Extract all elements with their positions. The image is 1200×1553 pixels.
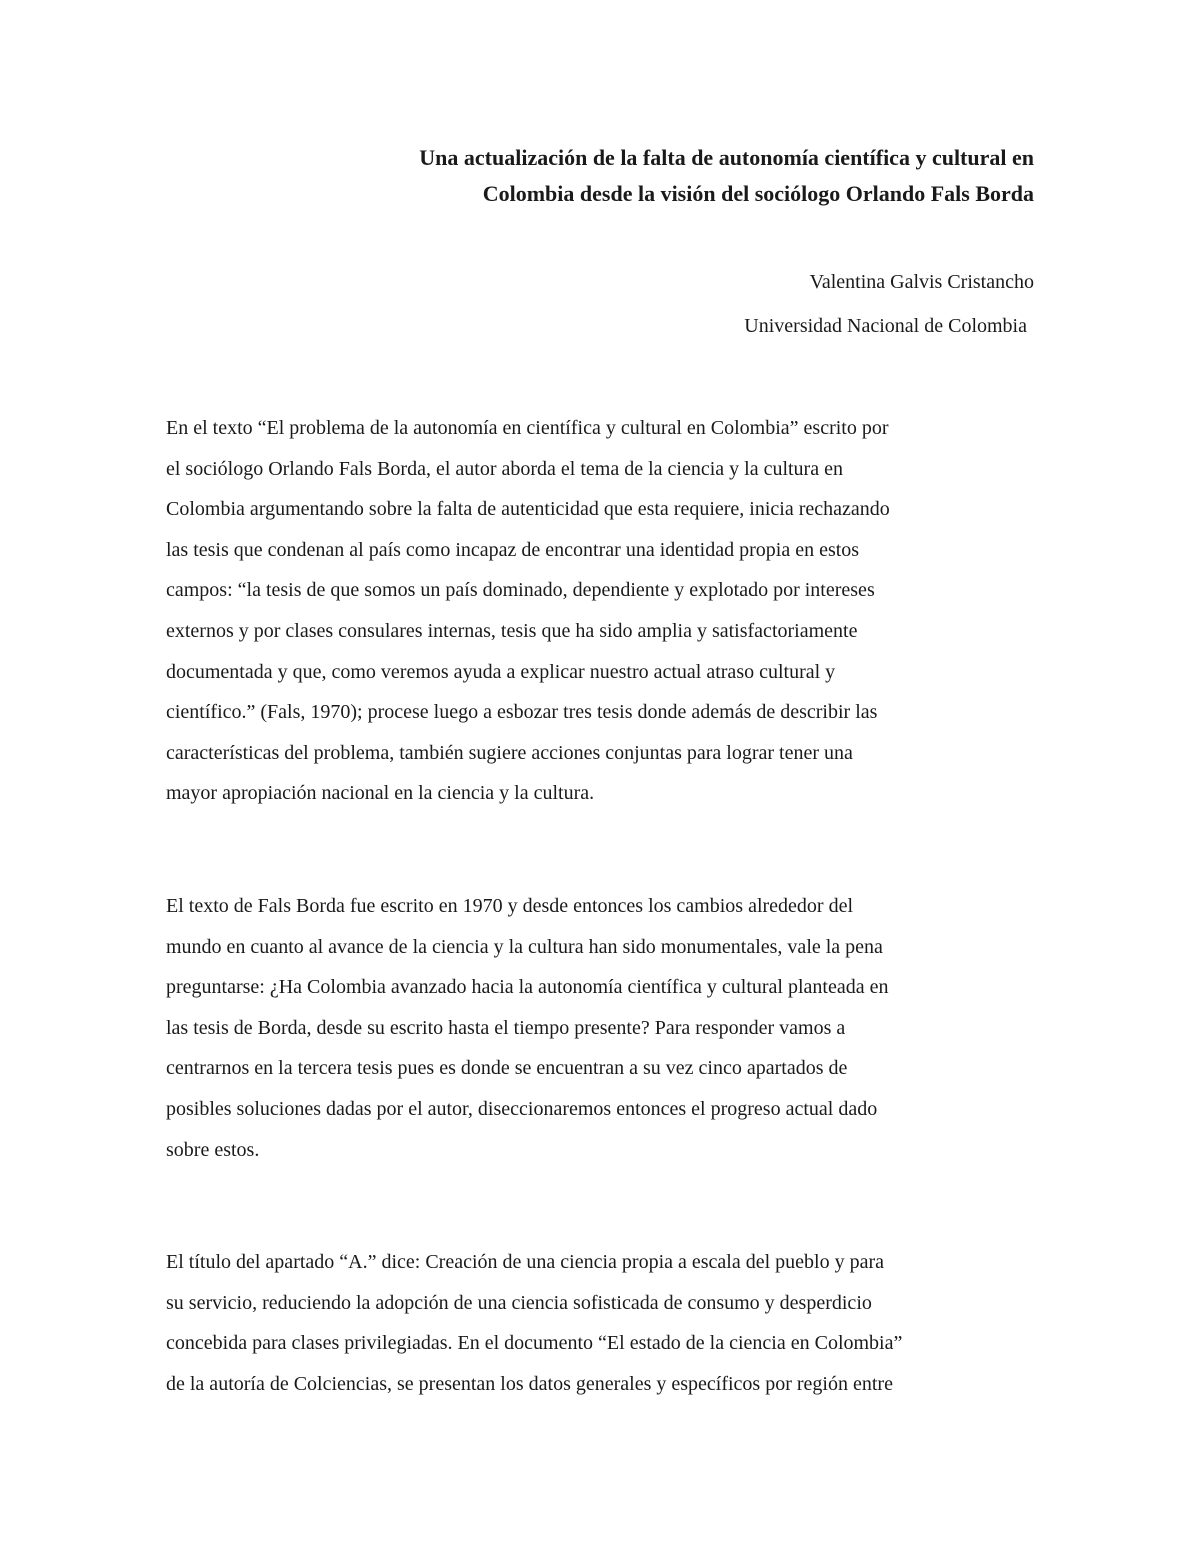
document-title (150, 140, 1034, 212)
paragraph-line: concebida para clases privilegiadas. En el documento “El estado de la ciencia en Colombia” (166, 1332, 903, 1355)
paragraph-line: científico.” (Fals, 1970); procese luego a esbozar tres tesis donde además de describir las (166, 701, 878, 724)
paragraph-line: documentada y que, como veremos ayuda a explicar nuestro actual atraso cultural y (166, 660, 836, 683)
paragraph-3 (166, 1242, 1036, 1404)
paragraph-line: campos: “la tesis de que somos un país dominado, dependiente y explotado por intereses (166, 579, 875, 602)
paragraph-line: Colombia argumentando sobre la falta de autenticidad que esta requiere, inicia rechazando (166, 498, 890, 521)
paragraph-line: su servicio, reduciendo la adopción de una ciencia sofisticada de consumo y desperdicio (166, 1291, 872, 1314)
paragraph-line: externos y por clases consulares internas, tesis que ha sido amplia y satisfactoriamente (166, 619, 858, 642)
paragraph-line: características del problema, también sugiere acciones conjuntas para lograr tener una (166, 741, 853, 764)
title-line: Una actualización de la falta de autonomía científica y cultural en (419, 145, 1034, 170)
paragraph-line: preguntarse: ¿Ha Colombia avanzado hacia la autonomía científica y cultural planteada en (166, 976, 889, 999)
paragraph-line: El título del apartado “A.” dice: Creación de una ciencia propia a escala del pueblo y para (166, 1251, 885, 1273)
author-name: Valentina Galvis Cristancho (809, 271, 1034, 293)
paragraph-1 (166, 408, 1036, 814)
paragraph-2 (166, 886, 1036, 1170)
paragraph-line: El texto de Fals Borda fue escrito en 1970 y desde entonces los cambios alrededor del (166, 895, 854, 917)
paragraph-line: centrarnos en la tercera tesis pues es donde se encuentran a su vez cinco apartados de (166, 1057, 848, 1080)
paragraph-line: las tesis de Borda, desde su escrito hasta el tiempo presente? Para responder vamos a (166, 1016, 846, 1039)
paragraph-line: mayor apropiación nacional en la ciencia y la cultura. (166, 782, 595, 805)
title-line: Colombia desde la visión del sociólogo Orlando Fals Borda (482, 181, 1034, 206)
paragraph-line: de la autoría de Colciencias, se presentan los datos generales y específicos por región entre (166, 1372, 893, 1395)
author-affiliation: Universidad Nacional de Colombia (744, 315, 1027, 337)
paragraph-line: mundo en cuanto al avance de la ciencia y la cultura han sido monumentales, vale la pena (166, 935, 883, 958)
paragraph-line: las tesis que condenan al país como incapaz de encontrar una identidad propia en estos (166, 538, 860, 561)
paragraph-line: sobre estos. (166, 1138, 260, 1161)
paragraph-line: En el texto “El problema de la autonomía en científica y cultural en Colombia” escrito por (166, 417, 889, 439)
paragraph-line: posibles soluciones dadas por el autor, diseccionaremos entonces el progreso actual dado (166, 1097, 878, 1120)
paragraph-line: el sociólogo Orlando Fals Borda, el autor aborda el tema de la ciencia y la cultura en (166, 457, 843, 480)
